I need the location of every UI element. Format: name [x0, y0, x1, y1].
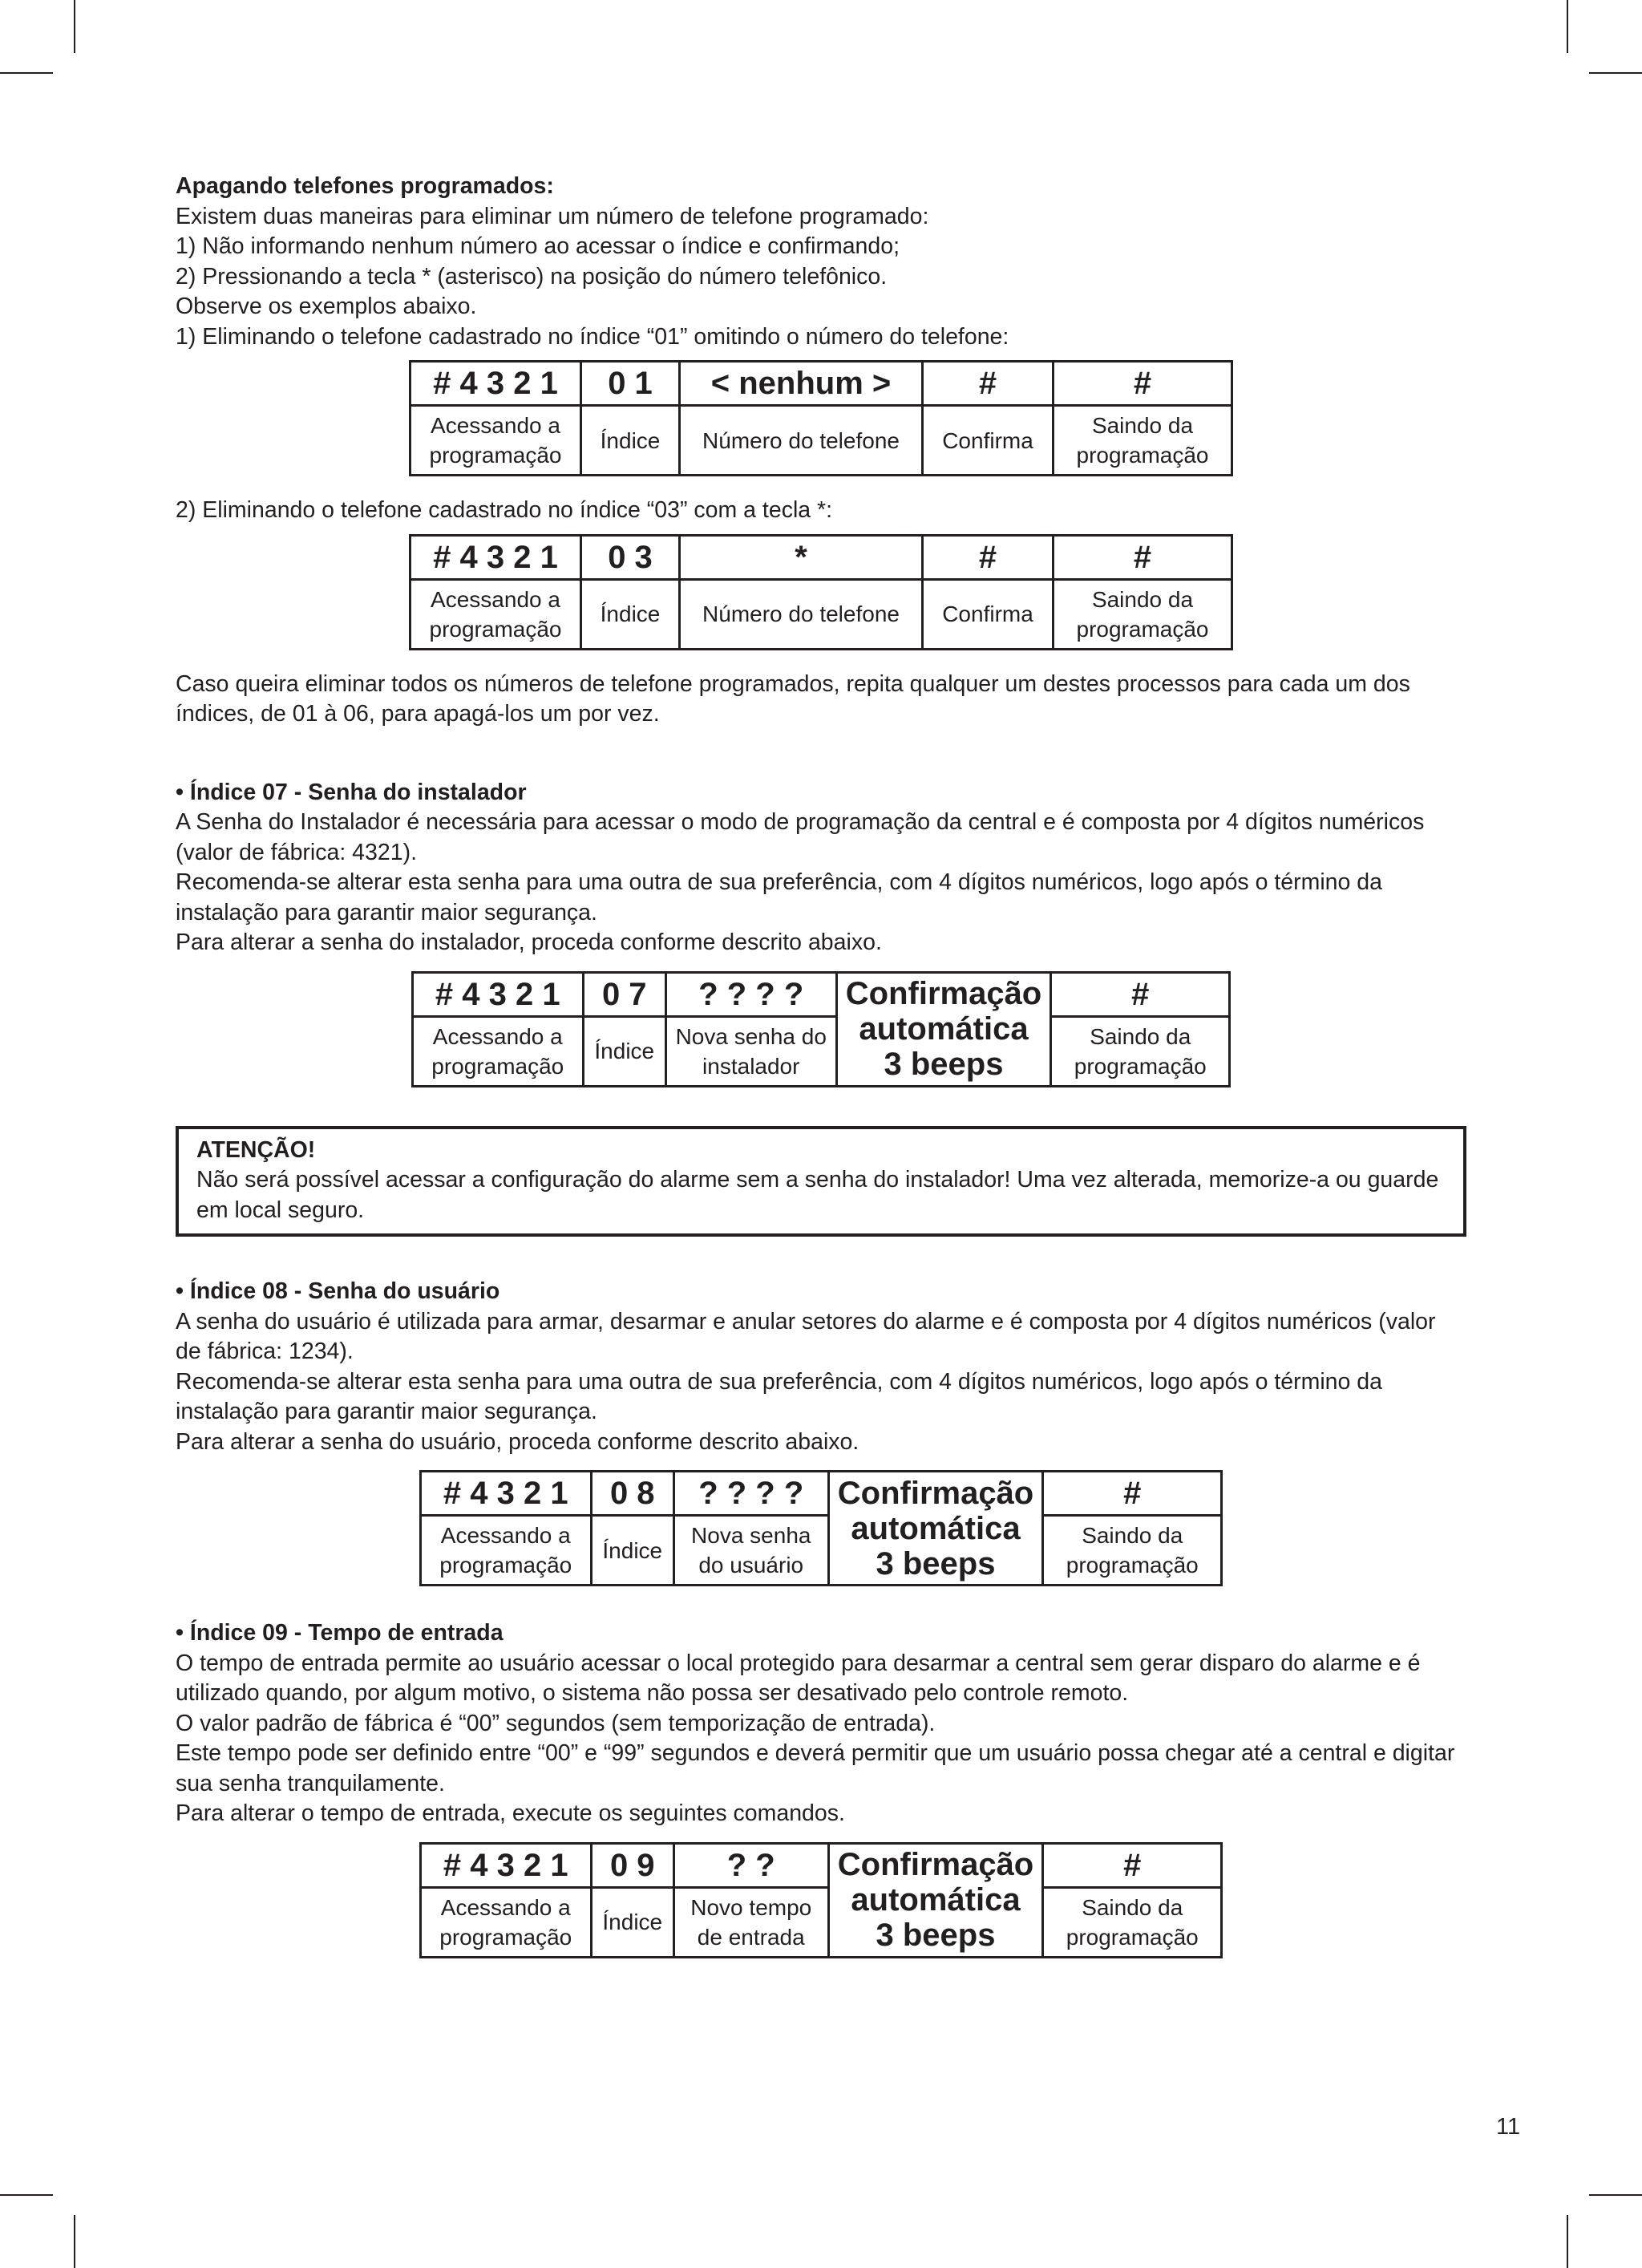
- cmd-cell: 0 9: [591, 1843, 673, 1887]
- paragraph: Este tempo pode ser definido entre “00” e “99” segundos e deverá permitir que um usuário possa chegar até a central e digitar sua senha tranquilamente.: [176, 1740, 1455, 1796]
- cmd-desc: Confirma: [923, 406, 1054, 476]
- cmd-desc: Confirma: [923, 579, 1054, 649]
- cmd-desc: Índice: [581, 579, 680, 649]
- command-table-09: [419, 1842, 1223, 1958]
- cmd-desc: Saindo da programação: [1054, 579, 1232, 649]
- cmd-cell: *: [680, 535, 923, 579]
- cmd-cell: # 4 3 2 1: [410, 362, 581, 406]
- cmd-cell: # 4 3 2 1: [412, 972, 583, 1016]
- text-line: 1) Eliminando o telefone cadastrado no índice “01” omitindo o número do telefone:: [176, 323, 1009, 350]
- text-line: 2) Pressionando a tecla * (asterisco) na posição do número telefônico.: [176, 263, 888, 290]
- cmd-desc: Índice: [591, 1887, 673, 1957]
- command-table-delete-2: [409, 534, 1233, 650]
- crop-mark: [1567, 2215, 1568, 2268]
- auto-confirm-line: automática: [859, 1011, 1029, 1047]
- auto-confirm-line: Confirmação: [837, 1475, 1034, 1511]
- attention-title: ATENÇÃO!: [196, 1136, 316, 1163]
- cmd-cell: #: [1054, 362, 1232, 406]
- cmd-cell: # 4 3 2 1: [420, 1472, 591, 1516]
- crop-mark: [1589, 72, 1642, 74]
- cmd-desc: Nova senha do usuário: [673, 1516, 828, 1586]
- paragraph: Para alterar o tempo de entrada, execute os seguintes comandos.: [176, 1800, 845, 1826]
- crop-mark: [1589, 2194, 1642, 2196]
- crop-mark: [0, 2194, 53, 2196]
- crop-mark: [0, 72, 53, 74]
- text-line: 2) Eliminando o telefone cadastrado no índice “03” com a tecla *:: [176, 497, 833, 523]
- cmd-cell: #: [1043, 1472, 1222, 1516]
- cmd-desc: Saindo da programação: [1051, 1016, 1230, 1086]
- cmd-cell: #: [923, 362, 1054, 406]
- cmd-cell: 0 8: [591, 1472, 673, 1516]
- paragraph: O tempo de entrada permite ao usuário acessar o local protegido para desarmar a central sem gerar disparo do alarme e é utilizado quando, por algum motivo, o sistema não possa ser desativado pelo controle remoto.: [176, 1650, 1421, 1706]
- auto-confirm-line: 3 beeps: [876, 1545, 996, 1582]
- section-title-delete: Apagando telefones programados:: [176, 173, 554, 199]
- cmd-desc: Acessando a programação: [420, 1516, 591, 1586]
- cmd-cell: < nenhum >: [680, 362, 923, 406]
- cmd-cell: # 4 3 2 1: [410, 535, 581, 579]
- paragraph: A Senha do Instalador é necessária para acessar o modo de programação da central e é composta por 4 dígitos numéricos (valor de fábrica: 4321).: [176, 809, 1425, 865]
- command-table-delete-1: [409, 360, 1233, 476]
- auto-confirm-line: 3 beeps: [884, 1047, 1004, 1082]
- auto-confirm-cell: [836, 972, 1051, 1086]
- crop-mark: [74, 2215, 75, 2268]
- cmd-desc: Índice: [583, 1016, 665, 1086]
- cmd-desc: Acessando a programação: [410, 406, 581, 476]
- cmd-desc: Número do telefone: [680, 406, 923, 476]
- auto-confirm-line: Confirmação: [845, 976, 1042, 1011]
- section-title-09: • Índice 09 - Tempo de entrada: [176, 1620, 504, 1646]
- cmd-desc: Acessando a programação: [410, 579, 581, 649]
- section-title-08: • Índice 08 - Senha do usuário: [176, 1278, 500, 1304]
- paragraph: Para alterar a senha do usuário, proceda conforme descrito abaixo.: [176, 1428, 859, 1455]
- cmd-cell: # 4 3 2 1: [420, 1843, 591, 1887]
- cmd-desc: Saindo da programação: [1043, 1887, 1222, 1957]
- text-line: 1) Não informando nenhum número ao acessar o índice e confirmando;: [176, 233, 900, 259]
- text-line: Existem duas maneiras para eliminar um número de telefone programado:: [176, 203, 929, 229]
- attention-text: Não será possível acessar a configuração do alarme sem a senha do instalador! Uma vez alterada, memorize-a ou guarde em local seguro.: [196, 1167, 1439, 1223]
- page-content: [176, 172, 1466, 1958]
- auto-confirm-line: automática: [851, 1882, 1021, 1918]
- crop-mark: [1567, 0, 1568, 53]
- text-line: Observe os exemplos abaixo.: [176, 294, 477, 319]
- auto-confirm-line: Confirmação: [837, 1847, 1034, 1882]
- cmd-desc: Novo tempo de entrada: [673, 1887, 828, 1957]
- cmd-cell: ? ? ? ?: [673, 1472, 828, 1516]
- command-table-08: [419, 1470, 1223, 1586]
- paragraph: Recomenda-se alterar esta senha para uma outra de sua preferência, com 4 dígitos numéricos, logo após o término da instalação para garantir maior segurança.: [176, 869, 1383, 925]
- crop-mark: [74, 0, 75, 53]
- paragraph: Recomenda-se alterar esta senha para uma outra de sua preferência, com 4 dígitos numéricos, logo após o término da instalação para garantir maior segurança.: [176, 1368, 1383, 1424]
- cmd-cell: ? ? ? ?: [665, 972, 836, 1016]
- cmd-cell: 0 7: [583, 972, 665, 1016]
- cmd-desc: Índice: [591, 1516, 673, 1586]
- paragraph: A senha do usuário é utilizada para armar, desarmar e anular setores do alarme e é composta por 4 dígitos numéricos (valor de fábrica: 1234).: [176, 1308, 1436, 1364]
- cmd-cell: #: [1054, 535, 1232, 579]
- cmd-desc: Número do telefone: [680, 579, 923, 649]
- cmd-cell: 0 1: [581, 362, 680, 406]
- cmd-desc: Saindo da programação: [1043, 1516, 1222, 1586]
- cmd-desc: Saindo da programação: [1054, 406, 1232, 476]
- cmd-cell: ? ?: [673, 1843, 828, 1887]
- cmd-desc: Nova senha do instalador: [665, 1016, 836, 1086]
- paragraph: Para alterar a senha do instalador, proceda conforme descrito abaixo.: [176, 929, 882, 955]
- auto-confirm-cell: [828, 1472, 1043, 1586]
- cmd-cell: #: [1043, 1843, 1222, 1887]
- cmd-cell: #: [1051, 972, 1230, 1016]
- command-table-07: [411, 971, 1232, 1087]
- auto-confirm-line: automática: [851, 1510, 1021, 1546]
- attention-box: [176, 1126, 1466, 1237]
- auto-confirm-line: 3 beeps: [876, 1918, 996, 1953]
- cmd-desc: Acessando a programação: [412, 1016, 583, 1086]
- section-title-07: • Índice 07 - Senha do instalador: [176, 779, 527, 805]
- cmd-cell: 0 3: [581, 535, 680, 579]
- auto-confirm-cell: [828, 1843, 1043, 1957]
- paragraph: O valor padrão de fábrica é “00” segundos (sem temporização de entrada).: [176, 1710, 936, 1736]
- cmd-cell: #: [923, 535, 1054, 579]
- cmd-desc: Acessando a programação: [420, 1887, 591, 1957]
- cmd-desc: Índice: [581, 406, 680, 476]
- paragraph: Caso queira eliminar todos os números de telefone programados, repita qualquer um destes processos para cada um dos índices, de 01 à 06, para apagá-los um por vez.: [176, 670, 1410, 727]
- page-number: 11: [1496, 2114, 1521, 2140]
